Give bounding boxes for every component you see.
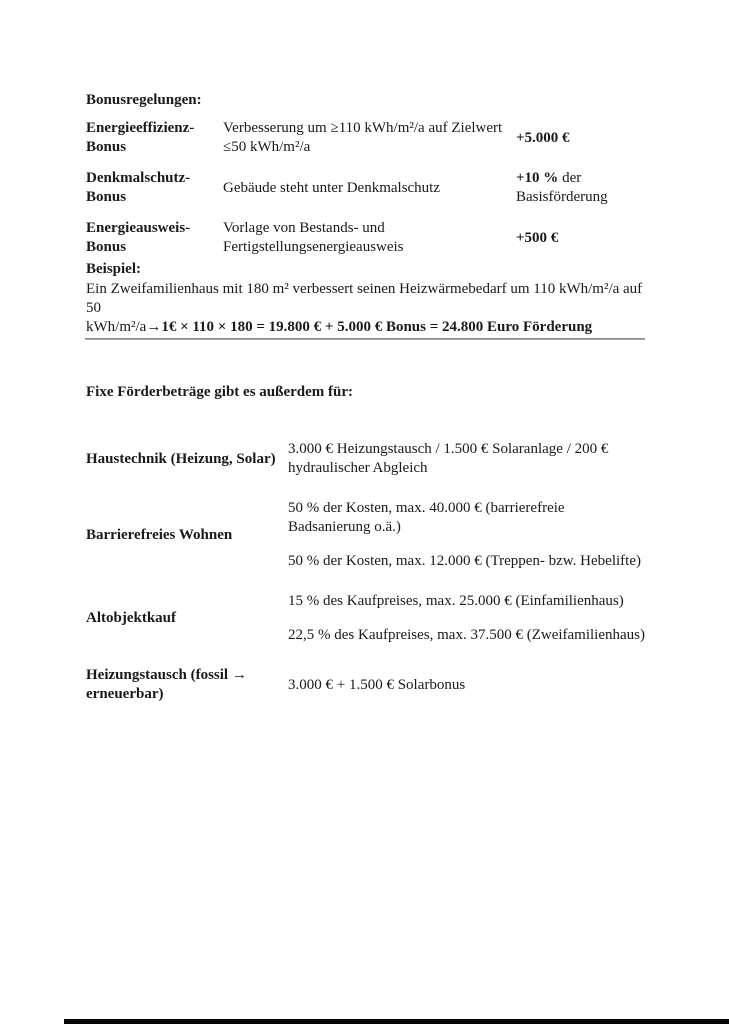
amount-value: +5.000 € (516, 129, 570, 146)
desc-line: Verbesserung um ≥110 kWh/m²/a auf Zielwert (223, 120, 503, 136)
label-line: Bonus (86, 239, 127, 255)
bonus-row-amount (516, 119, 646, 157)
example-line2 (86, 318, 646, 337)
fixed-row-label (86, 592, 288, 645)
label-line: Altobjektkauf (86, 610, 177, 626)
label-line: Energieeffizienz- (86, 120, 195, 136)
fixed-row-description (288, 592, 646, 645)
bonus-row-description (223, 219, 516, 257)
desc-line: ≤50 kWh/m²/a (223, 139, 311, 155)
bonus-row-description (223, 119, 516, 157)
label-line: Bonus (86, 139, 127, 155)
desc-paragraph: 15 % des Kaufpreises, max. 25.000 € (Einfamilienhaus) (288, 593, 624, 609)
example-line2-bold: 1€ × 110 × 180 = 19.800 € + 5.000 € Bonus = 24.800 Euro Förderung (161, 319, 593, 335)
amount-value (516, 169, 646, 188)
amount-line2: Basisförderung (516, 189, 608, 205)
label-line: Bonus (86, 189, 127, 205)
section-divider (85, 338, 645, 340)
desc-paragraph: 50 % der Kosten, max. 12.000 € (Treppen- bzw. Hebelifte) (288, 553, 641, 569)
table-row (86, 169, 646, 207)
example-paragraph (86, 280, 646, 337)
label-line: Barrierefreies Wohnen (86, 526, 233, 543)
amount-bold-part: +10 % (516, 170, 559, 186)
label-line: Haustechnik (Heizung, Solar) (86, 450, 276, 467)
table-row (86, 666, 646, 704)
desc-paragraph: 50 % der Kosten, max. 40.000 € (barrierefreie Badsanierung o.ä.) (288, 500, 565, 535)
example-line1: Ein Zweifamilienhaus mit 180 m² verbessert seinen Heizwärmebedarf um 110 kWh/m²/a auf 50 (86, 281, 643, 316)
table-row (86, 499, 646, 571)
desc-line: Vorlage von Bestands- und (223, 220, 385, 236)
fixed-row-label (86, 499, 288, 571)
table-row (86, 440, 646, 478)
amount-value: +500 € (516, 229, 559, 246)
label-line: Energieausweis- (86, 220, 191, 236)
fixed-amounts-table (86, 440, 646, 725)
label-line: Denkmalschutz- (86, 170, 191, 186)
desc-line: Gebäude steht unter Denkmalschutz (223, 179, 441, 196)
bonus-row-label (86, 169, 223, 207)
table-row (86, 592, 646, 645)
table-row (86, 119, 646, 157)
table-row (86, 219, 646, 257)
amount-regular-part: der (558, 170, 582, 186)
fixed-row-label (86, 666, 288, 704)
desc-paragraph: 3.000 € + 1.500 € Solarbonus (288, 676, 466, 693)
fixed-row-label (86, 440, 288, 478)
bonus-row-amount (516, 169, 646, 207)
label-line: Heizungstausch (fossil → (86, 667, 247, 683)
fixed-section-heading: Fixe Förderbeträge gibt es außerdem für: (86, 384, 354, 400)
bonus-section-heading: Bonusregelungen: (86, 92, 202, 108)
example-heading: Beispiel: (86, 261, 141, 277)
bonus-table (86, 119, 646, 269)
fixed-row-description (288, 440, 646, 478)
bonus-row-description (223, 169, 516, 207)
fixed-row-description (288, 666, 646, 704)
fixed-row-description (288, 499, 646, 571)
example-line2-regular: kWh/m²/a→ (86, 319, 162, 335)
label-line: erneuerbar) (86, 686, 164, 702)
bonus-row-label (86, 219, 223, 257)
desc-paragraph: 3.000 € Heizungstausch / 1.500 € Solaranlage / 200 € hydraulischer Abgleich (288, 441, 609, 476)
bottom-page-boundary (64, 1019, 729, 1024)
bonus-row-amount (516, 219, 646, 257)
example-block (86, 260, 646, 337)
bonus-row-label (86, 119, 223, 157)
desc-line: Fertigstellungsenergieausweis (223, 239, 404, 255)
desc-paragraph: 22,5 % des Kaufpreises, max. 37.500 € (Zweifamilienhaus) (288, 627, 645, 643)
